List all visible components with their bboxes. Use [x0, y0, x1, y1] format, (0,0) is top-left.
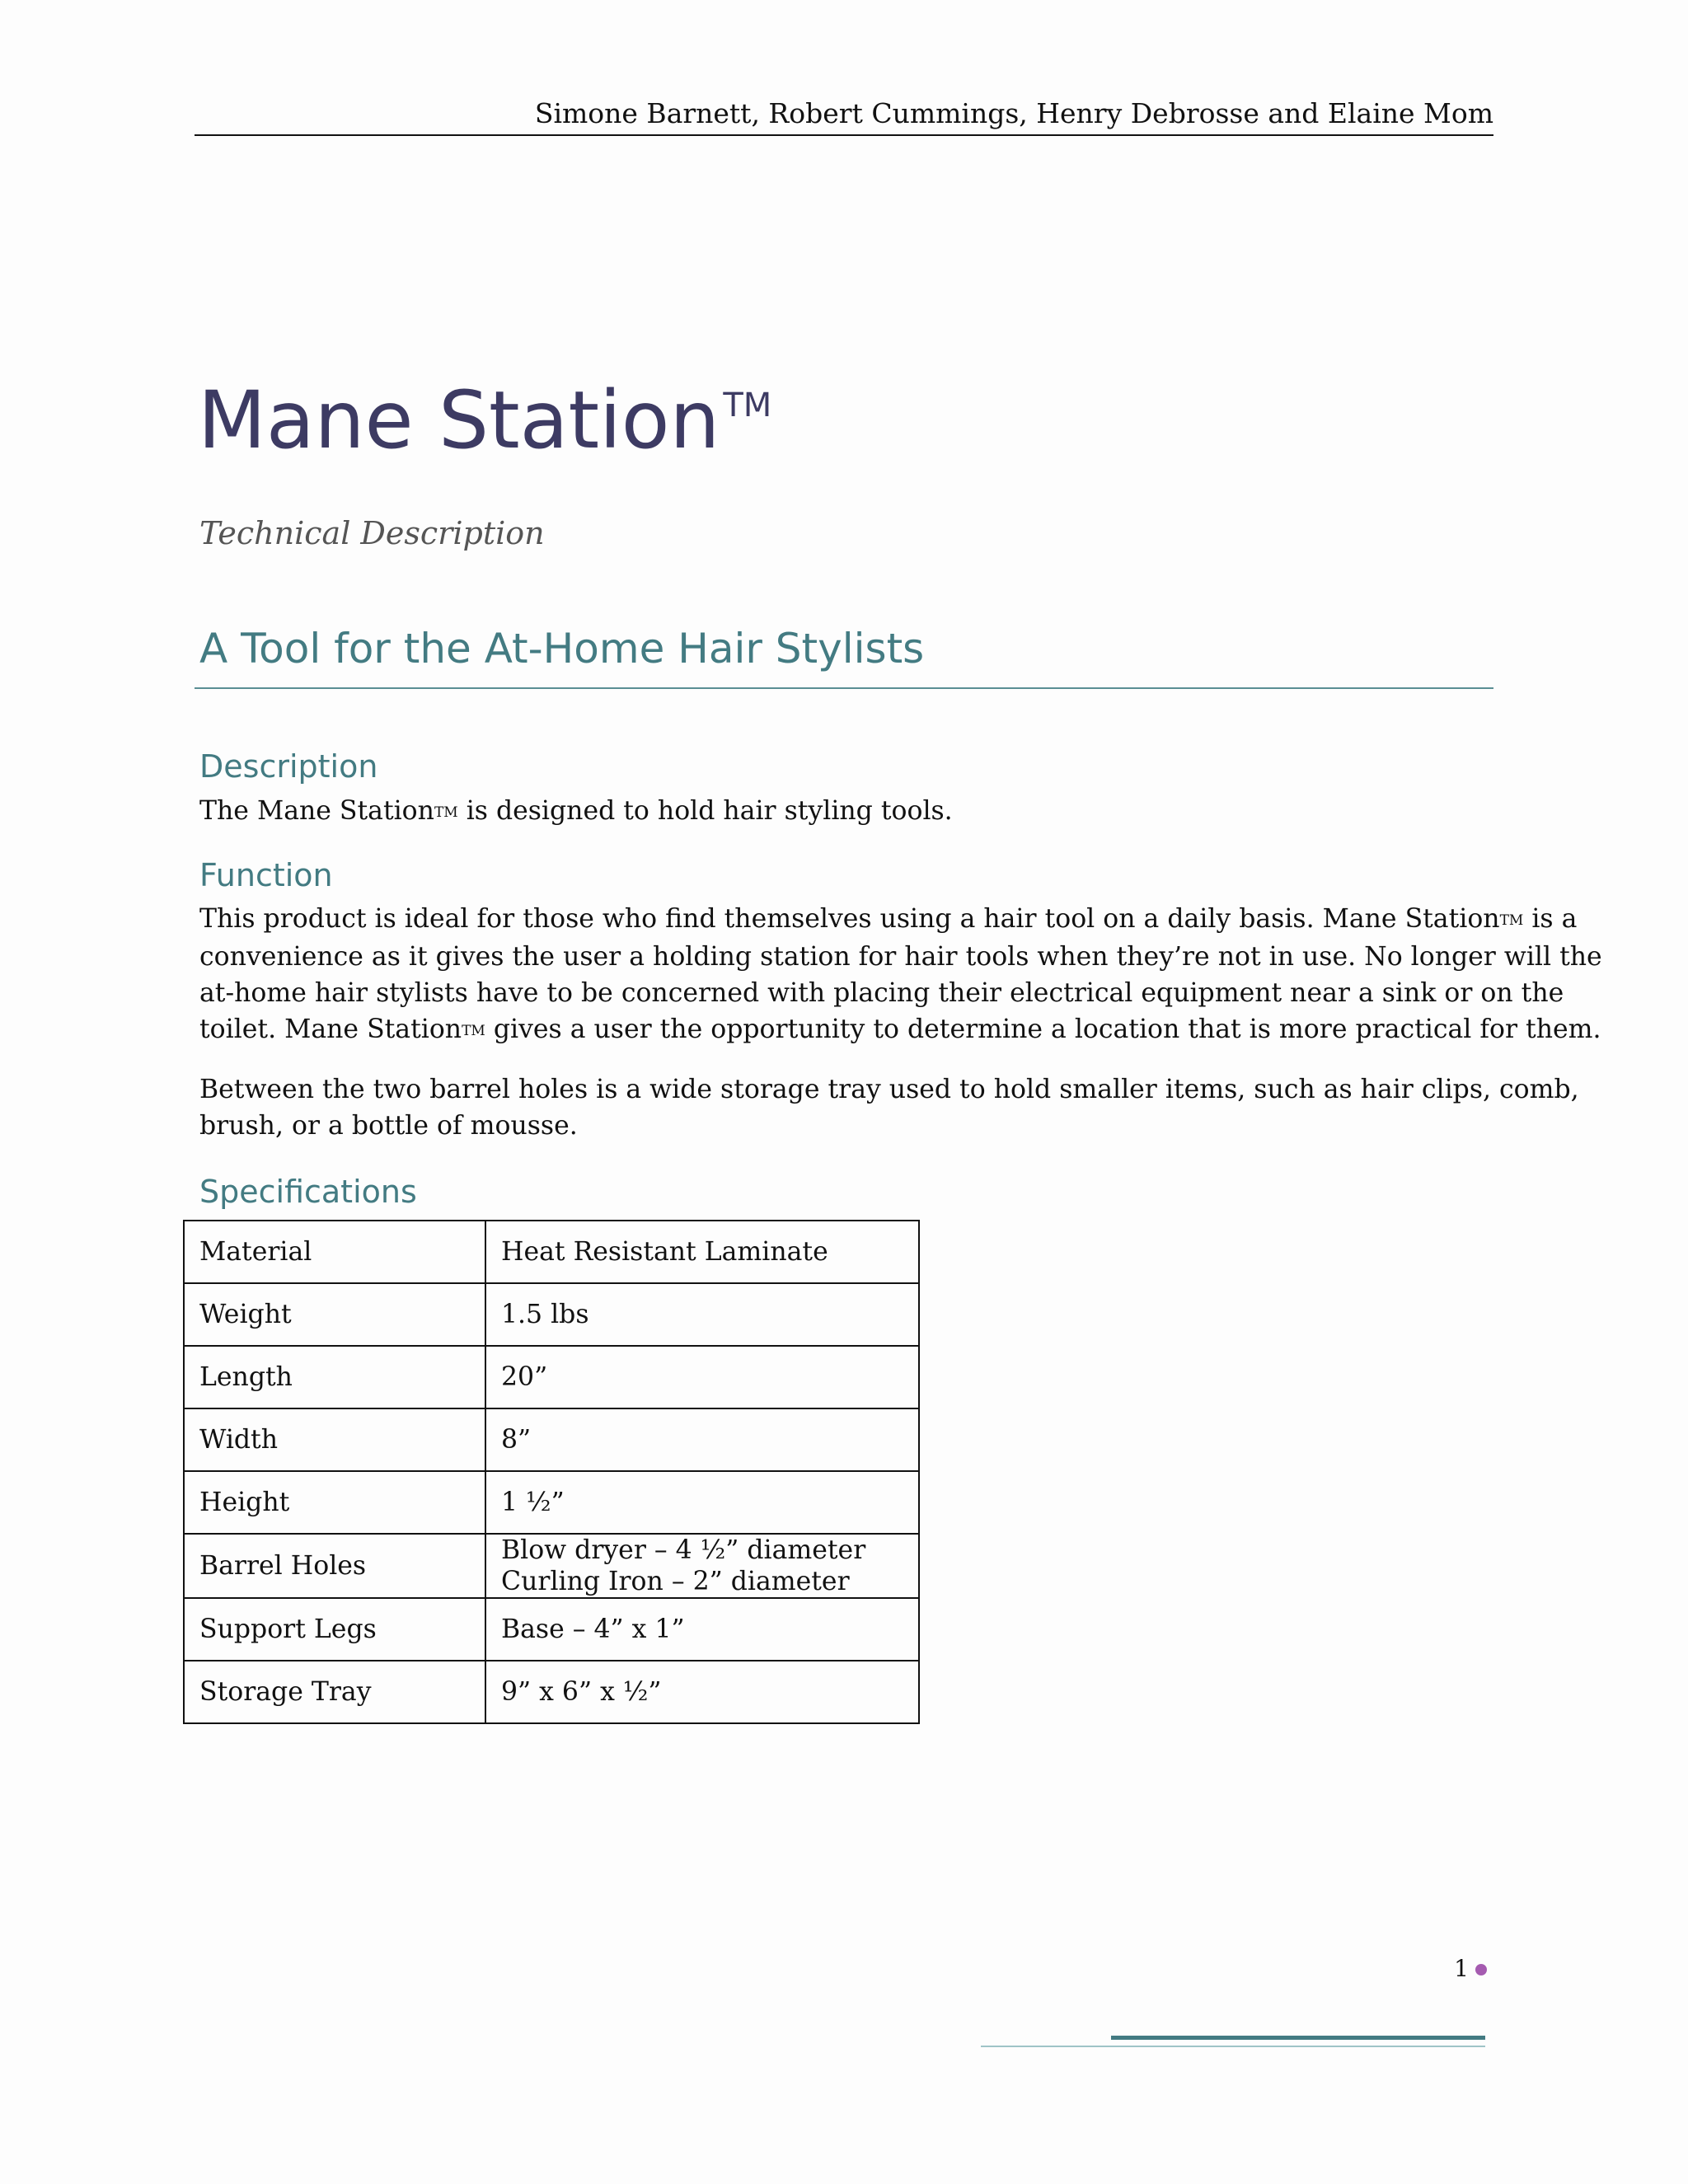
- description-paragraph: [199, 793, 1502, 831]
- page-number: 1: [1454, 1955, 1469, 1982]
- title-trademark: TM: [723, 387, 772, 424]
- function-p1-line-1-b: is a: [1523, 904, 1578, 934]
- table-row: [184, 1221, 919, 1283]
- section-heading: A Tool for the At-Home Hair Stylists: [199, 625, 925, 673]
- spec-label: Barrel Holes: [184, 1534, 485, 1598]
- running-header-authors: Simone Barnett, Robert Cummings, Henry Debrosse and Elaine Mom: [534, 97, 1493, 129]
- table-row: [184, 1661, 919, 1723]
- description-trademark: TM: [434, 804, 458, 821]
- spec-value-line: Blow dryer – 4 ½” diameter: [501, 1535, 866, 1565]
- spec-value: [485, 1534, 919, 1598]
- section-rule: [195, 687, 1493, 689]
- spec-value: 1.5 lbs: [485, 1283, 919, 1346]
- spec-value: 9” x 6” x ½”: [485, 1661, 919, 1723]
- table-row: [184, 1534, 919, 1598]
- function-p1-line-4-b: gives a user the opportunity to determine a location that is more practical for them.: [485, 1015, 1601, 1044]
- footer-rule-thin: [981, 2046, 1485, 2047]
- function-p1-line-2: convenience as it gives the user a holding station for hair tools when they’re not in use. No longer will the: [199, 942, 1602, 972]
- table-row: [184, 1283, 919, 1346]
- spec-label: Storage Tray: [184, 1661, 485, 1723]
- spec-value: 1 ½”: [485, 1471, 919, 1534]
- function-p1-trademark-1: TM: [1499, 912, 1524, 929]
- description-text-before: The Mane Station: [199, 796, 434, 826]
- spec-label: Weight: [184, 1283, 485, 1346]
- header-rule: [195, 134, 1493, 136]
- function-paragraph-2: [199, 1071, 1579, 1144]
- document-subtitle: Technical Description: [199, 515, 545, 551]
- function-p1-line-3: at-home hair stylists have to be concerned with placing their electrical equipment near a sink or on the: [199, 978, 1564, 1008]
- spec-label: Length: [184, 1346, 485, 1408]
- function-p2-line-2: brush, or a bottle of mousse.: [199, 1111, 578, 1141]
- document-title-text: Mane Station: [198, 374, 720, 466]
- spec-value: 8”: [485, 1408, 919, 1471]
- table-row: [184, 1598, 919, 1661]
- spec-value-line: Curling Iron – 2” diameter: [501, 1567, 850, 1596]
- spec-label: Support Legs: [184, 1598, 485, 1661]
- table-row: [184, 1346, 919, 1408]
- function-p1-trademark-2: TM: [462, 1023, 485, 1039]
- function-p1-line-4-a: toilet. Mane Station: [199, 1015, 462, 1044]
- function-p1-line-4: [199, 1011, 1601, 1049]
- table-row: [184, 1471, 919, 1534]
- spec-value: Base – 4” x 1”: [485, 1598, 919, 1661]
- spec-label: Material: [184, 1221, 485, 1283]
- function-heading: Function: [199, 857, 333, 893]
- description-heading: Description: [199, 748, 378, 785]
- spec-label: Height: [184, 1471, 485, 1534]
- document-title: [198, 374, 772, 466]
- spec-value: Heat Resistant Laminate: [485, 1221, 919, 1283]
- description-line: [199, 793, 1502, 831]
- specifications-heading: Specifications: [199, 1174, 417, 1210]
- spec-value: 20”: [485, 1346, 919, 1408]
- specifications-table: [183, 1220, 920, 1724]
- function-p2-line-1: Between the two barrel holes is a wide storage tray used to hold smaller items, such as hair clips, comb,: [199, 1075, 1579, 1104]
- function-p1-line-1: [199, 901, 1578, 939]
- spec-label: Width: [184, 1408, 485, 1471]
- table-row: [184, 1408, 919, 1471]
- function-paragraph-1: [199, 901, 1602, 1049]
- page-dot-icon: [1475, 1964, 1487, 1975]
- function-p1-line-1-a: This product is ideal for those who find themselves using a hair tool on a daily basis. Mane Station: [199, 904, 1500, 934]
- description-text-after: is designed to hold hair styling tools.: [457, 796, 953, 826]
- footer-rule-thick: [1111, 2036, 1485, 2040]
